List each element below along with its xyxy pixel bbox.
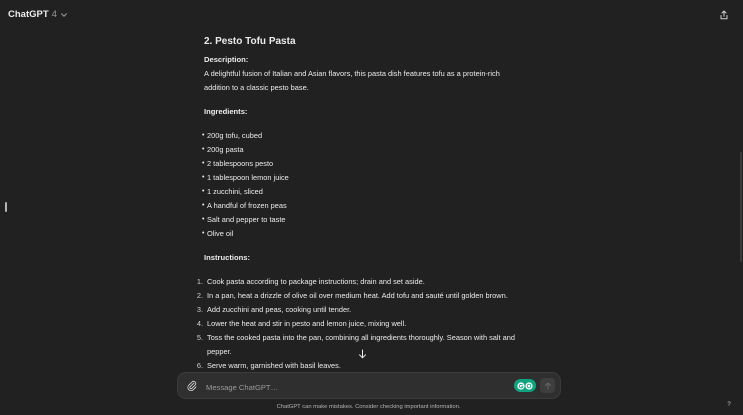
scrollbar[interactable] [740, 152, 742, 262]
model-version: 4 [51, 9, 57, 20]
sidebar-toggle-handle[interactable] [5, 202, 7, 212]
grammarly-extension-badge[interactable] [514, 379, 536, 392]
top-bar [0, 0, 743, 28]
description-label: Description: [204, 55, 249, 64]
message-input[interactable] [204, 378, 478, 396]
ingredients-label: Ingredients: [204, 107, 248, 116]
recipe-title: 2. Pesto Tofu Pasta [204, 36, 296, 47]
share-icon [719, 10, 729, 20]
scroll-to-bottom-button[interactable] [355, 348, 369, 360]
message-composer [177, 372, 561, 399]
description-line: addition to a classic pesto base. [204, 83, 309, 92]
help-button[interactable]: ? [727, 402, 731, 408]
description-line: A delightful fusion of Italian and Asian flavors, this pasta dish features tofu as a protein-rich [204, 69, 500, 78]
model-selector[interactable] [8, 9, 68, 20]
send-button[interactable] [540, 378, 555, 393]
disclaimer-text: ChatGPT can make mistakes. Consider checking important information. [276, 404, 461, 410]
arrow-up-icon [544, 382, 552, 390]
paperclip-icon[interactable] [186, 380, 198, 392]
model-name: ChatGPT [8, 9, 49, 20]
share-button[interactable] [716, 7, 732, 23]
grammarly-icon [516, 381, 534, 391]
chevron-down-icon [60, 11, 68, 19]
arrow-down-icon [358, 349, 367, 359]
instructions-label: Instructions: [204, 253, 250, 262]
